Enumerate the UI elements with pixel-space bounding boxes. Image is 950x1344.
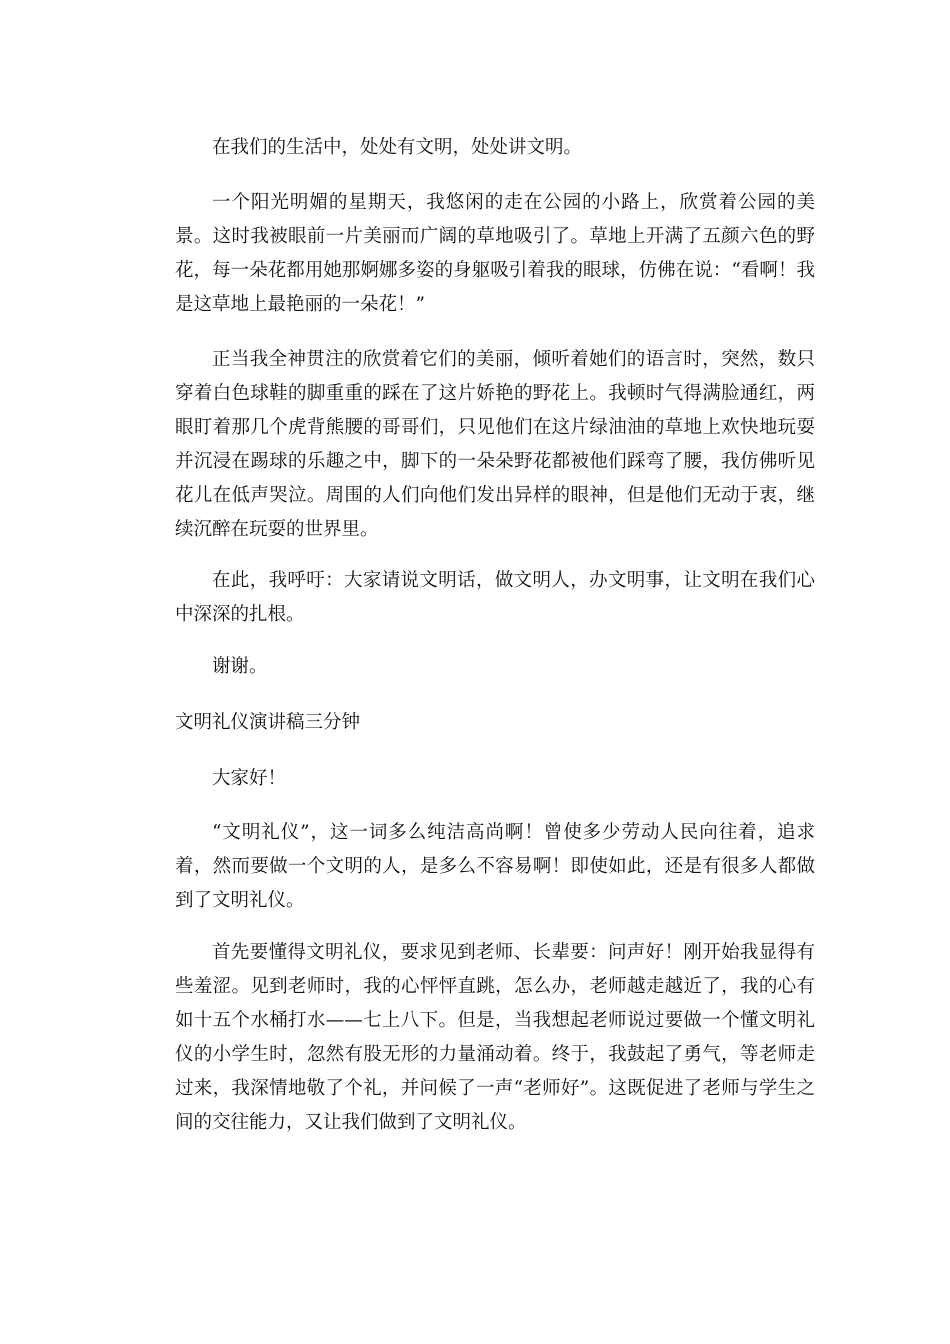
paragraph-incident: 正当我全神贯注的欣赏着它们的美丽，倾听着她们的语言时，突然，数只穿着白色球鞋的脚重重的踩在了这片娇艳的野花上。我顿时气得满脸通红，两眼盯着那几个虎背熊腰的哥哥们，只见他们在这片绿油油的草地上欢快地玩耍并沉浸在踢球的乐趣之中，脚下的一朵朵野花都被他们踩弯了腰，我仿佛听见花儿在低声哭泣。周围的人们向他们发出异样的眼神，但是他们无动于衷，继续沉醉在玩耍的世界里。 (175, 349, 815, 540)
paragraph-intro: 在我们的生活中，处处有文明，处处讲文明。 (212, 137, 583, 158)
paragraph-etiquette: “文明礼仪”，这一词多么纯洁高尚啊！曾使多少劳动人民向往着，追求着，然而要做一个文明的人，是多么不容易啊！即使如此，还是有很多人都做到了文明礼仪。 (175, 822, 815, 911)
paragraph-thanks: 谢谢。 (212, 656, 268, 677)
paragraph-teacher: 首先要懂得文明礼仪，要求见到老师、长辈要：问声好！刚开始我显得有些羞涩。见到老师时，我的心怦怦直跳，怎么办，老师越走越近了，我的心有如十五个水桶打水——七上八下。但是，当我想起老师说过要做一个懂文明礼仪的小学生时，忽然有股无形的力量涌动着。终于，我鼓起了勇气，等老师走过来，我深情地敬了个礼，并问候了一声“老师好”。这既促进了老师与学生之间的交往能力，又让我们做到了文明礼仪。 (175, 942, 815, 1133)
paragraph-park: 一个阳光明媚的星期天，我悠闲的走在公园的小路上，欣赏着公园的美景。这时我被眼前一片美丽而广阔的草地吸引了。草地上开满了五颜六色的野花，每一朵花都用她那婀娜多姿的身躯吸引着我的眼球，仿佛在说：“看啊！我是这草地上最艳丽的一朵花！” (175, 192, 815, 315)
paragraph-greeting: 大家好！ (212, 768, 287, 789)
section-title: 文明礼仪演讲稿三分钟 (175, 712, 361, 733)
paragraph-appeal: 在此，我呼吁：大家请说文明话，做文明人，办文明事，让文明在我们心中深深的扎根。 (175, 570, 815, 625)
